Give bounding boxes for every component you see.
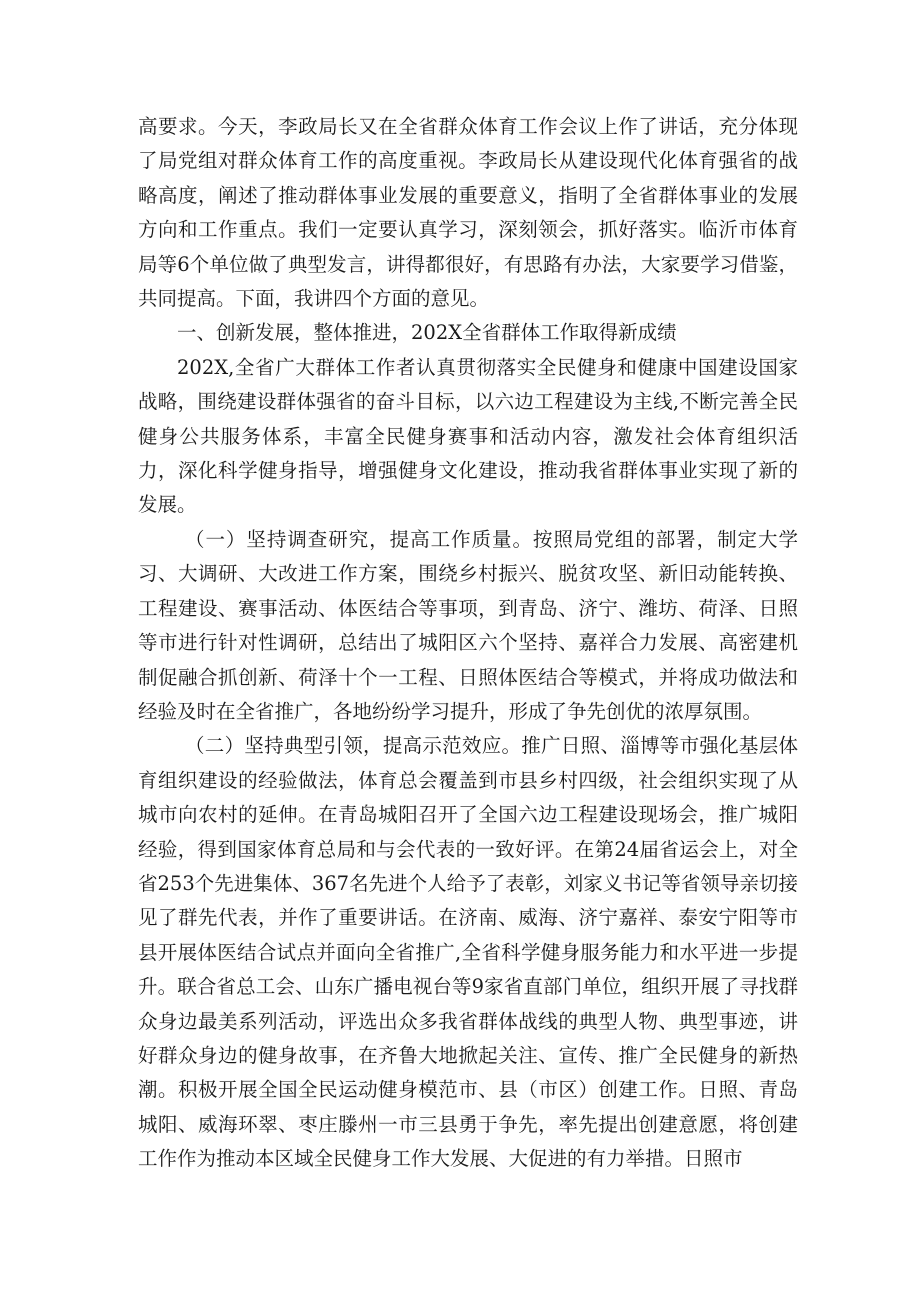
paragraph-opening: 高要求。今天，李政局长又在全省群众体育工作会议上作了讲话，充分体现了局党组对群众体育工作的高度重视。李政局长从建设现代化体育强省的战略高度，阐述了推动群体事业发展的重要意义，指明了全省群体事业的发展方向和工作重点。我们一定要认真学习，深刻领会，抓好落实。临沂市体育局等6个单位做了典型发言，讲得都很好，有思路有办法，大家要学习借鉴，共同提高。下面，我讲四个方面的意见。: [138, 115, 798, 311]
document-body: [138, 110, 798, 1177]
paragraph-summary: 202X,全省广大群体工作者认真贯彻落实全民健身和健康中国建设国家战略，围绕建设群体强省的奋斗目标，以六边工程建设为主线,不断完善全民健身公共服务体系，丰富全民健身赛事和活动内容，激发社会体育组织活力，深化科学健身指导，增强健身文化建设，推动我省群体事业实现了新的发展。: [138, 355, 798, 517]
paragraph-item-2: （二）坚持典型引领，提高示范效应。推广日照、淄博等市强化基层体育组织建设的经验做法，体育总会覆盖到市县乡村四级，社会组织实现了从城市向农村的延伸。在青岛城阳召开了全国六边工程建设现场会，推广城阳经验，得到国家体育总局和与会代表的一致好评。在第24届省运会上，对全省253个先进集体、367名先进个人给予了表彰，刘家义书记等省领导亲切接见了群先代表，并作了重要讲话。在济南、威海、济宁嘉祥、泰安宁阳等市县开展体医结合试点并面向全省推广,全省科学健身服务能力和水平进一步提升。联合省总工会、山东广播电视台等9家省直部门单位，组织开展了寻找群众身边最美系列活动，评选出众多我省群体战线的典型人物、典型事迹，讲好群众身边的健身故事，在齐鲁大地掀起关注、宣传、推广全民健身的新热潮。积极开展全国全民运动健身模范市、县（市区）创建工作。日照、青岛城阳、威海环翠、枣庄滕州一市三县勇于争先，率先提出创建意愿，将创建工作作为推动本区域全民健身工作大发展、大促进的有力举措。日照市: [138, 734, 798, 1171]
section-heading: 一、创新发展，整体推进，202X全省群体工作取得新成绩: [177, 321, 677, 345]
paragraph-item-1: （一）坚持调查研究，提高工作质量。按照局党组的部署，制定大学习、大调研、大改进工作方案，围绕乡村振兴、脱贫攻坚、新旧动能转换、工程建设、赛事活动、体医结合等事项，到青岛、济宁、潍坊、荷泽、日照等市进行针对性调研，总结出了城阳区六个坚持、嘉祥合力发展、高密建机制促融合抓创新、荷泽十个一工程、日照体医结合等模式，并将成功做法和经验及时在全省推广，各地纷纷学习提升，形成了争先创优的浓厚氛围。: [138, 527, 798, 723]
